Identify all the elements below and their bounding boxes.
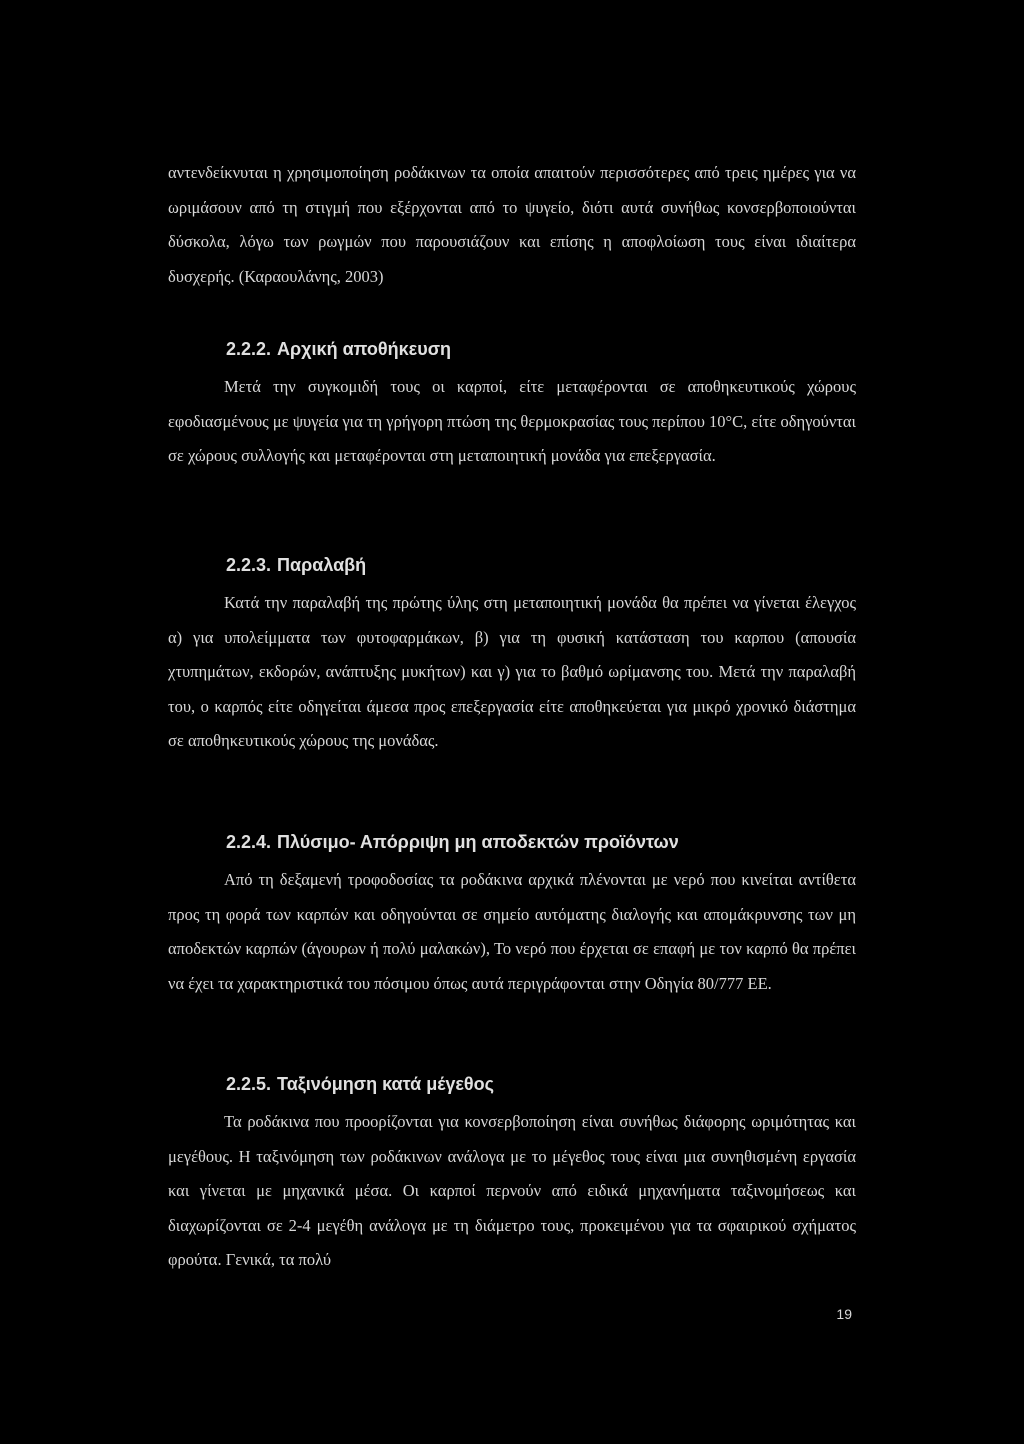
- paragraph-size-sorting: [168, 1105, 856, 1278]
- paragraph-text: Τα ροδάκινα που προορίζονται για κονσερβοποίηση είναι συνήθως διάφορης ωριμότητας και μεγέθους. Η ταξινόμηση των ροδάκινων ανάλογα με το μέγεθος τους είναι μια συνηθισμένη εργασία και γίνεται με μηχανικά μέσα. Οι καρποί περνούν από ειδικά μηχανήματα ταξινομήσεως και διαχωρίζονται σε 2-4 μεγέθη ανάλογα με τη διάμετρο τους, προκειμένου για τα σφαιρικού σχήματος φρούτα. Γενικά, τα πολύ: [168, 1112, 856, 1270]
- section-title: Αρχική αποθήκευση: [277, 339, 452, 359]
- paragraph-text: Από τη δεξαμενή τροφοδοσίας τα ροδάκινα αρχικά πλένονται με νερό που κινείται αντίθετα προς τη φορά των καρπών και οδηγούνται σε σημείο αυτόματης διαλογής και απομάκρυνσης των μη αποδεκτών καρπών (άγουρων ή πολύ μαλακών), Το νερό που έρχεται σε επαφή με τον καρπό θα πρέπει να έχει τα χαρακτηριστικά του πόσιμου όπως αυτά περιγράφονται στην Οδηγία 80/777 ΕΕ.: [168, 870, 856, 993]
- section-heading-size-sorting: [226, 1074, 494, 1095]
- section-number: 2.2.4.: [226, 832, 272, 852]
- paragraph-initial-storage: [168, 370, 856, 474]
- section-title: Πλύσιμο- Απόρριψη μη αποδεκτών προϊόντων: [277, 832, 679, 852]
- paragraph-text: Μετά την συγκομιδή τους οι καρποί, είτε μεταφέρονται σε αποθηκευτικούς χώρους εφοδιασμένους με ψυγεία για τη γρήγορη πτώση της θερμοκρασίας τους περίπου 10°C, είτε οδηγούνται σε χώρους συλλογής και μεταφέρονται στη μεταποιητική μονάδα για επεξεργασία.: [168, 377, 856, 466]
- section-number: 2.2.3.: [226, 555, 272, 575]
- section-title: Παραλαβή: [277, 555, 367, 575]
- section-heading-reception: [226, 555, 366, 576]
- section-heading-washing: [226, 832, 679, 853]
- section-heading-initial-storage: [226, 339, 451, 360]
- paragraph-washing: [168, 863, 856, 1001]
- page-number: 19: [836, 1306, 852, 1322]
- section-number: 2.2.5.: [226, 1074, 272, 1094]
- section-number: 2.2.2.: [226, 339, 272, 359]
- paragraph-reception: [168, 586, 856, 759]
- paragraph-text: Κατά την παραλαβή της πρώτης ύλης στη μεταποιητική μονάδα θα πρέπει να γίνεται έλεγχος α) για υπολείμματα των φυτοφαρμάκων, β) για τη φυσική κατάσταση του καρπου (απουσία χτυπημάτων, εκδορών, ανάπτυξης μυκήτων) και γ) για το βαθμό ωρίμανσης του. Μετά την παραλαβή του, ο καρπός είτε οδηγείται άμεσα προς επεξεργασία είτε αποθηκεύεται για μικρό χρονικό διάστημα σε αποθηκευτικούς χώρους της μονάδας.: [168, 593, 856, 751]
- paragraph-intro-continued: αντενδείκνυται η χρησιμοποίηση ροδάκινων τα οποία απαιτούν περισσότερες από τρεις ημέρες για να ωριμάσουν από τη στιγμή που εξέρχονται από το ψυγείο, διότι αυτά συνήθως κονσερβοποιούνται δύσκολα, λόγω των ρωγμών που παρουσιάζουν και επίσης η αποφλοίωση τους είναι ιδιαίτερα δυσχερής. (Καραουλάνης, 2003): [168, 163, 856, 286]
- section-title: Ταξινόμηση κατά μέγεθος: [277, 1074, 494, 1094]
